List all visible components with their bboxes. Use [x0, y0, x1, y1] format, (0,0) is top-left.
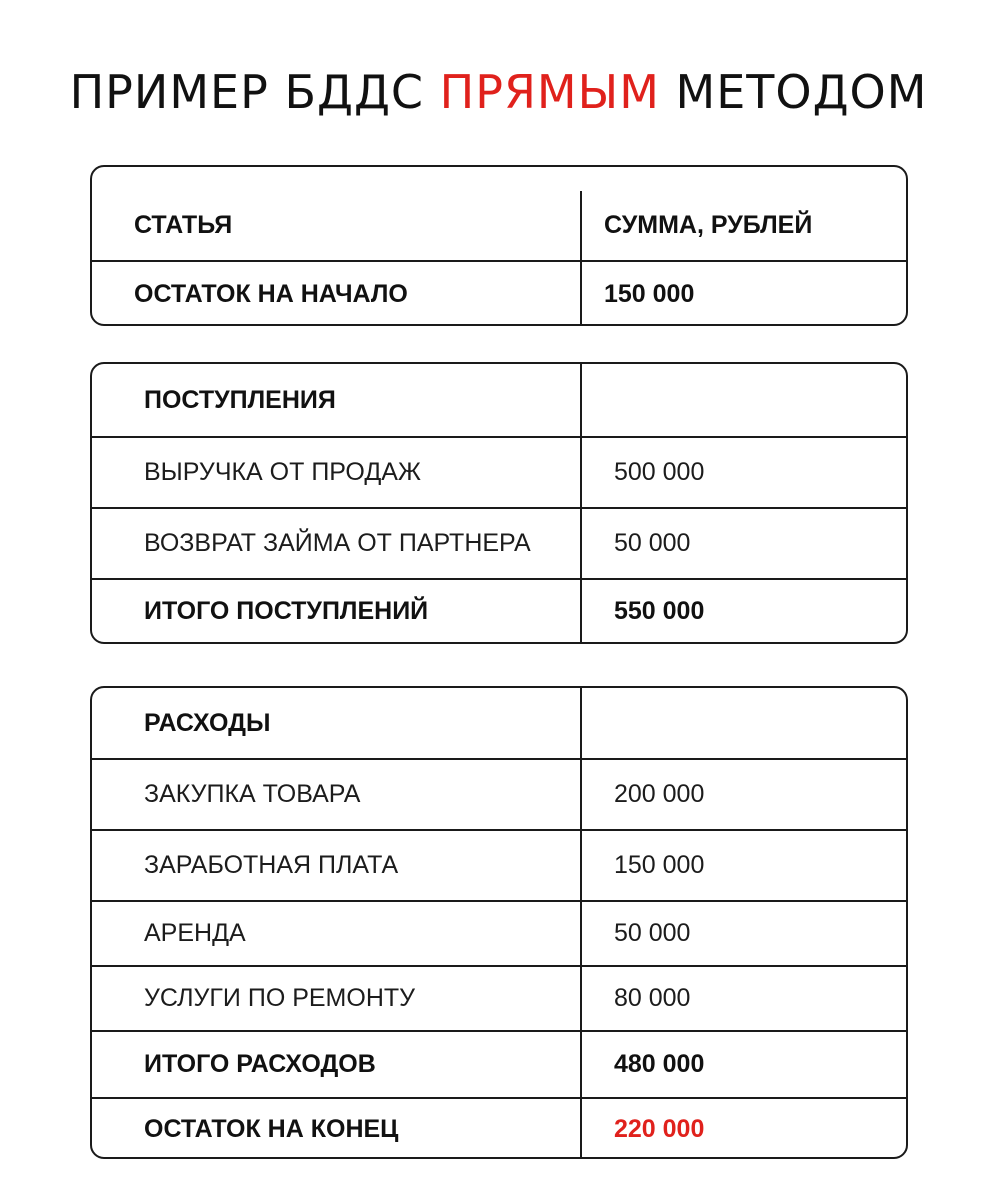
table-row	[92, 507, 906, 578]
opening-balance-value: 150 000	[604, 279, 695, 308]
income-table	[90, 362, 908, 644]
table-row	[92, 900, 906, 965]
table-row	[92, 965, 906, 1030]
expenses-total-value: 480 000	[614, 1050, 705, 1078]
closing-balance-value: 220 000	[614, 1114, 705, 1143]
column-header-sum: СУММА, РУБЛЕЙ	[604, 211, 813, 239]
expense-item-label: АРЕНДА	[92, 902, 582, 965]
expense-item-label: УСЛУГИ ПО РЕМОНТУ	[92, 967, 582, 1030]
closing-balance-row	[92, 1097, 906, 1159]
expenses-heading: РАСХОДЫ	[92, 688, 582, 758]
expenses-table	[90, 686, 908, 1159]
page-title	[0, 62, 997, 122]
title-part1: ПРИМЕР БДДС	[69, 65, 440, 119]
income-total-label: ИТОГО ПОСТУПЛЕНИЙ	[92, 580, 582, 642]
expense-item-label: ЗАКУПКА ТОВАРА	[92, 760, 582, 829]
expenses-total-label: ИТОГО РАСХОДОВ	[92, 1032, 582, 1097]
income-total-value: 550 000	[614, 596, 705, 625]
opening-balance-row	[92, 260, 906, 326]
expense-item-value: 150 000	[614, 851, 705, 879]
title-part2: МЕТОДОМ	[659, 65, 928, 119]
expenses-heading-empty-cell	[582, 688, 906, 758]
income-item-label: ВОЗВРАТ ЗАЙМА ОТ ПАРТНЕРА	[92, 509, 582, 578]
opening-balance-table	[90, 165, 908, 326]
income-heading: ПОСТУПЛЕНИЯ	[92, 364, 582, 436]
opening-balance-label: ОСТАТОК НА НАЧАЛО	[92, 262, 582, 326]
expense-item-value: 200 000	[614, 780, 705, 808]
table-row	[92, 758, 906, 829]
income-item-label: ВЫРУЧКА ОТ ПРОДАЖ	[92, 438, 582, 507]
table-header-row	[92, 167, 906, 260]
income-item-value: 500 000	[614, 458, 705, 486]
expense-item-value: 50 000	[614, 919, 691, 947]
expenses-total-row	[92, 1030, 906, 1097]
closing-balance-label: ОСТАТОК НА КОНЕЦ	[92, 1099, 582, 1159]
expenses-heading-row	[92, 688, 906, 758]
title-accent: ПРЯМЫМ	[439, 65, 660, 119]
expense-item-value: 80 000	[614, 984, 691, 1012]
table-row	[92, 436, 906, 507]
column-header-article: СТАТЬЯ	[92, 191, 582, 260]
table-row	[92, 829, 906, 900]
income-heading-empty-cell	[582, 364, 906, 436]
income-total-row	[92, 578, 906, 642]
income-item-value: 50 000	[614, 529, 691, 557]
expense-item-label: ЗАРАБОТНАЯ ПЛАТА	[92, 831, 582, 900]
income-heading-row	[92, 364, 906, 436]
